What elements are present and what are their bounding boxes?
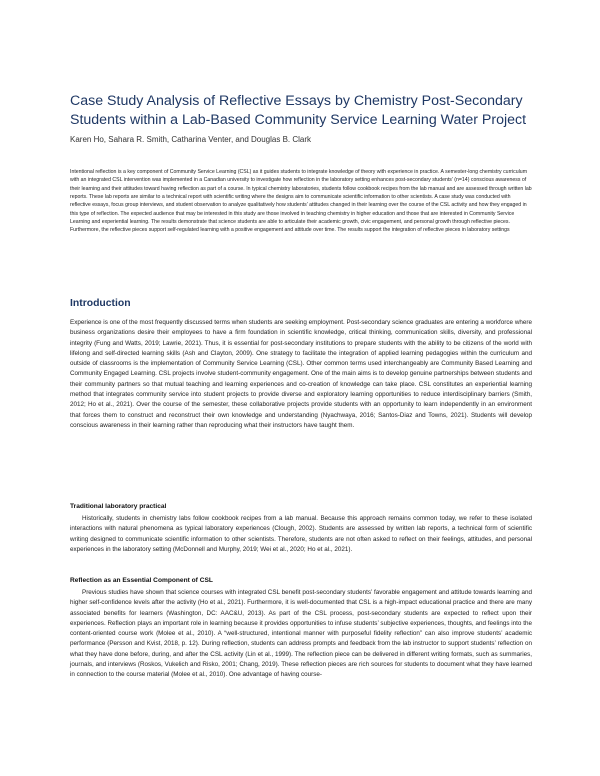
author-list: Karen Ho, Sahara R. Smith, Catharina Venter, and Douglas B. Clark: [70, 135, 312, 144]
introduction-paragraph: Experience is one of the most frequently discussed terms when students are seeking employment. Post-secondary science graduates are entering a workforce where business organizations desire their employees to have a firm foundation in scientific knowledge, critical thinking, communication skills, diversity, and professional integrity (Fung and Watts, 2019; Lawrie, 2021). Thus, it is essential for post-secondary institutions to prepare students with the ability to be citizens of the world with lifelong and self-directed learning skills (Ash and Clayton, 2009). One strategy to facilitate the integration of applied learning pedagogies within the curriculum and outside of classrooms is the implementation of Community Service Learning (CSL). Other common terms used interchangeably are Community Based Learning and Community Engaged Learning. CSL projects involve student-community engagement. One of the main aims is to develop genuine partnerships between students and their community partners so that mutual teaching and learning experiences and co-creation of knowledge can take place. CSL constitutes an experiential learning method that integrates community service into student projects to provide diverse and exploratory learning opportunities to reduce interdisciplinary barriers (Smith, 2012; Ho et al., 2021). Over the course of the semester, these collaborative projects provide students with an opportunity to learn independently in an environment that forces them to construct and reconstruct their own knowledge and understanding (Nyachwaya, 2016; Santos-Diaz and Towns, 2021). Students will develop conscious awareness in their learning rather than reproducing what their instructors have taught them.: [70, 319, 532, 429]
reflection-paragraph: Previous studies have shown that science courses with integrated CSL benefit post-secondary students’ favorable engagement and attitude towards learning and higher self-confidence levels after the activity (Ho et al., 2021). Furthermore, it is well-documented that CSL is a high-impact educational practice and there are many associated benefits for learners (Washington, DC: AAC&U, 2013). As part of the CSL process, post-secondary students are expected to reflect upon their experiences. Reflection plays an important role in learning because it provides opportunities to infuse students’ subjective experiences, thoughts, and feelings into the content-oriented course work (Molee et al., 2010). A “well-structured, intentional manner with purposeful fidelity reflection” can also improve students’ academic performance (Persson and Kvist, 2018, p. 12). During reflection, students can address prompts and feedback from the lab instructor to support students’ reflection on what they have done before, during, and after the CSL activity (Lin et al., 1999). The reflection piece can be delivered in different writing formats, such as summaries, journals, and interviews (Roskos, Vukelich and Risko, 2001; Chang, 2019). These reflection pieces are rich sources for students to document what they have learned in connection to the course material (Molee et al., 2010). One advantage of having course-: [70, 589, 532, 679]
paper-title: Case Study Analysis of Reflective Essays by Chemistry Post-Secondary Students within a Lab-Based Community Service Learning Water Project: [70, 93, 527, 128]
abstract-paragraph: Intentional reflection is a key component of Community Service Learning (CSL) as it guides students to integrate knowledge of theory with experience in practice. A semester-long chemistry curriculum with an integrated CSL intervention was implemented in a Canadian university to investigate how reflection in the laboratory setting enhances post-secondary students’ (n=14) conscious awareness of their learning and their attitudes toward having reflection as part of a course. In typical chemistry laboratories, students follow cookbook recipes from the lab manual and are assessed through written lab reports. These lab reports are similar to a technical report with scientific writing where the designs aim to communicate scientific information to other scientists. A case study was conducted with reflective essays, focus group interviews, and student observation to analyze qualitatively how students’ attitudes changed in their learning over the course of the CSL activity and how they engaged in this type of reflection. The expected audience that may be interested in this study are those involved in teaching chemistry in higher education and those that are interested in Community Service Learning and experiential learning. The results demonstrate that science students are able to articulate their academic growth, civic engagement, and personal growth through reflective pieces. Furthermore, the reflective pieces support self-regulated learning with a positive engagement and attitude over time. The results support the integration of reflective pieces in laboratory settings: [70, 169, 532, 234]
traditional-lab-heading: Traditional laboratory practical: [70, 503, 167, 510]
traditional-lab-paragraph: Historically, students in chemistry labs follow cookbook recipes from a lab manual. Because this approach remains common today, we refer to these isolated interactions with natural phenomena as typical laboratory experiences (Clough, 2002). Students are assessed by written lab reports, a technical form of scientific writing designed to communicate scientific information to other scientists. Therefore, students are not often asked to reflect on their feelings, attitudes, and personal experiences in the laboratory setting (McDonnell and Murphy, 2019; Wei et al., 2020; Ho et al., 2021).: [70, 515, 532, 553]
reflection-heading: Reflection as an Essential Component of CSL: [70, 577, 213, 584]
introduction-heading: Introduction: [70, 298, 131, 309]
